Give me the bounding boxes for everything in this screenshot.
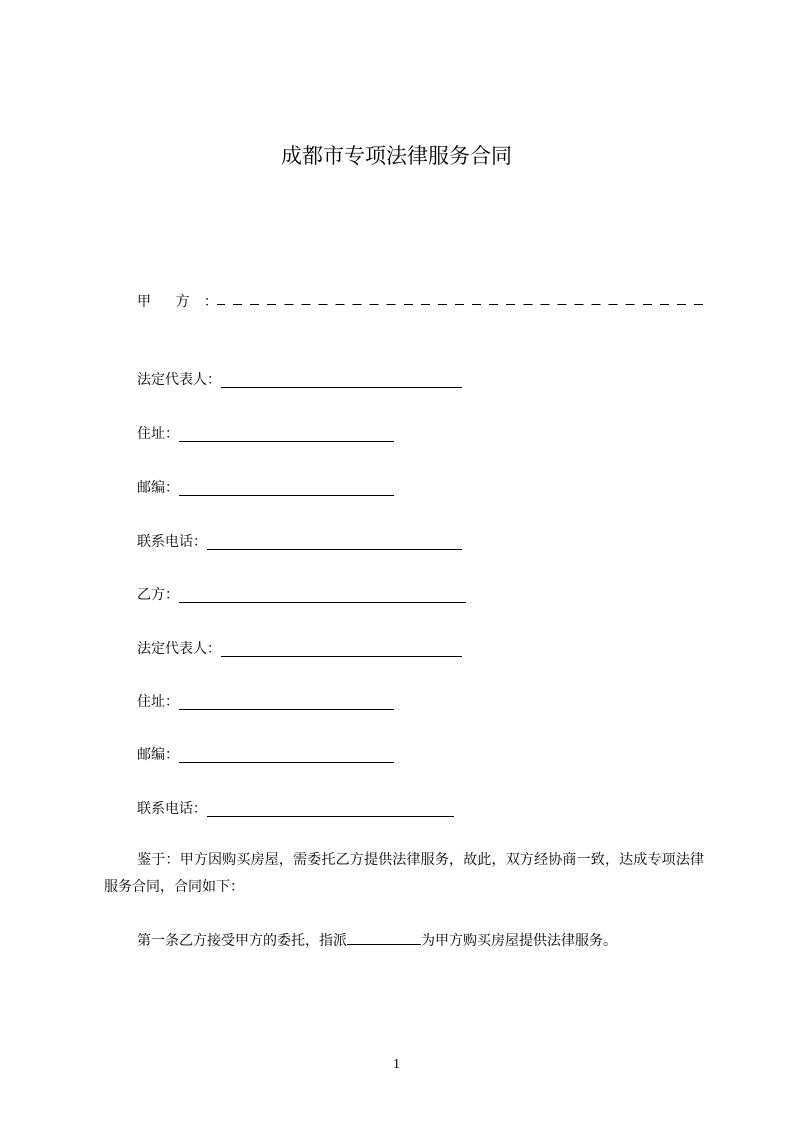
party-a-postcode-blank[interactable] [179,480,394,496]
article-1-paragraph [104,928,704,955]
party-b-postcode-label: 邮编： [137,747,179,763]
party-a-fill-line[interactable] [217,300,703,305]
party-b-address-blank[interactable] [179,694,394,710]
party-a-phone-label: 联系电话： [137,534,207,550]
party-a-legal-rep-field [137,370,462,390]
party-b-phone-field [137,799,454,819]
party-b-phone-label: 联系电话： [137,801,207,817]
party-b-phone-blank[interactable] [207,801,454,817]
article-1-text-before: 第一条乙方接受甲方的委托，指派 [137,933,347,949]
party-b-address-field [137,692,394,712]
party-b-postcode-field [137,745,394,765]
party-b-legal-rep-label: 法定代表人： [137,641,221,657]
party-b-legal-rep-blank[interactable] [221,641,462,657]
party-a-address-blank[interactable] [179,426,394,442]
article-1-text-after: 为甲方购买房屋提供法律服务。 [421,933,617,949]
party-b-postcode-blank[interactable] [179,747,394,763]
preamble-text: 鉴于：甲方因购买房屋，需委托乙方提供法律服务，故此，双方经协商一致，达成专项法律服务合同，合同如下： [104,852,704,895]
party-a-phone-blank[interactable] [207,534,462,550]
party-b-label: 乙方： [137,587,179,603]
party-a-legal-rep-label: 法定代表人： [137,372,221,388]
page-number: 1 [393,1057,400,1072]
party-a-address-label: 住址： [137,426,179,442]
party-a-postcode-label: 邮编： [137,480,179,496]
party-a-colon: ： [203,294,218,310]
party-a-legal-rep-blank[interactable] [221,372,462,388]
party-a-label-row [137,292,218,312]
party-b-address-label: 住址： [137,694,179,710]
party-b-legal-rep-field [137,639,462,659]
party-a-postcode-field [137,478,394,498]
party-a-label: 甲 方 [137,294,200,310]
party-b-blank[interactable] [179,587,466,603]
party-a-address-field [137,424,394,444]
document-title: 成都市专项法律服务合同 [281,144,512,168]
assigned-lawyer-blank[interactable] [347,930,421,945]
party-a-phone-field [137,532,462,552]
party-b-field [137,585,466,605]
preamble-paragraph [104,847,704,901]
